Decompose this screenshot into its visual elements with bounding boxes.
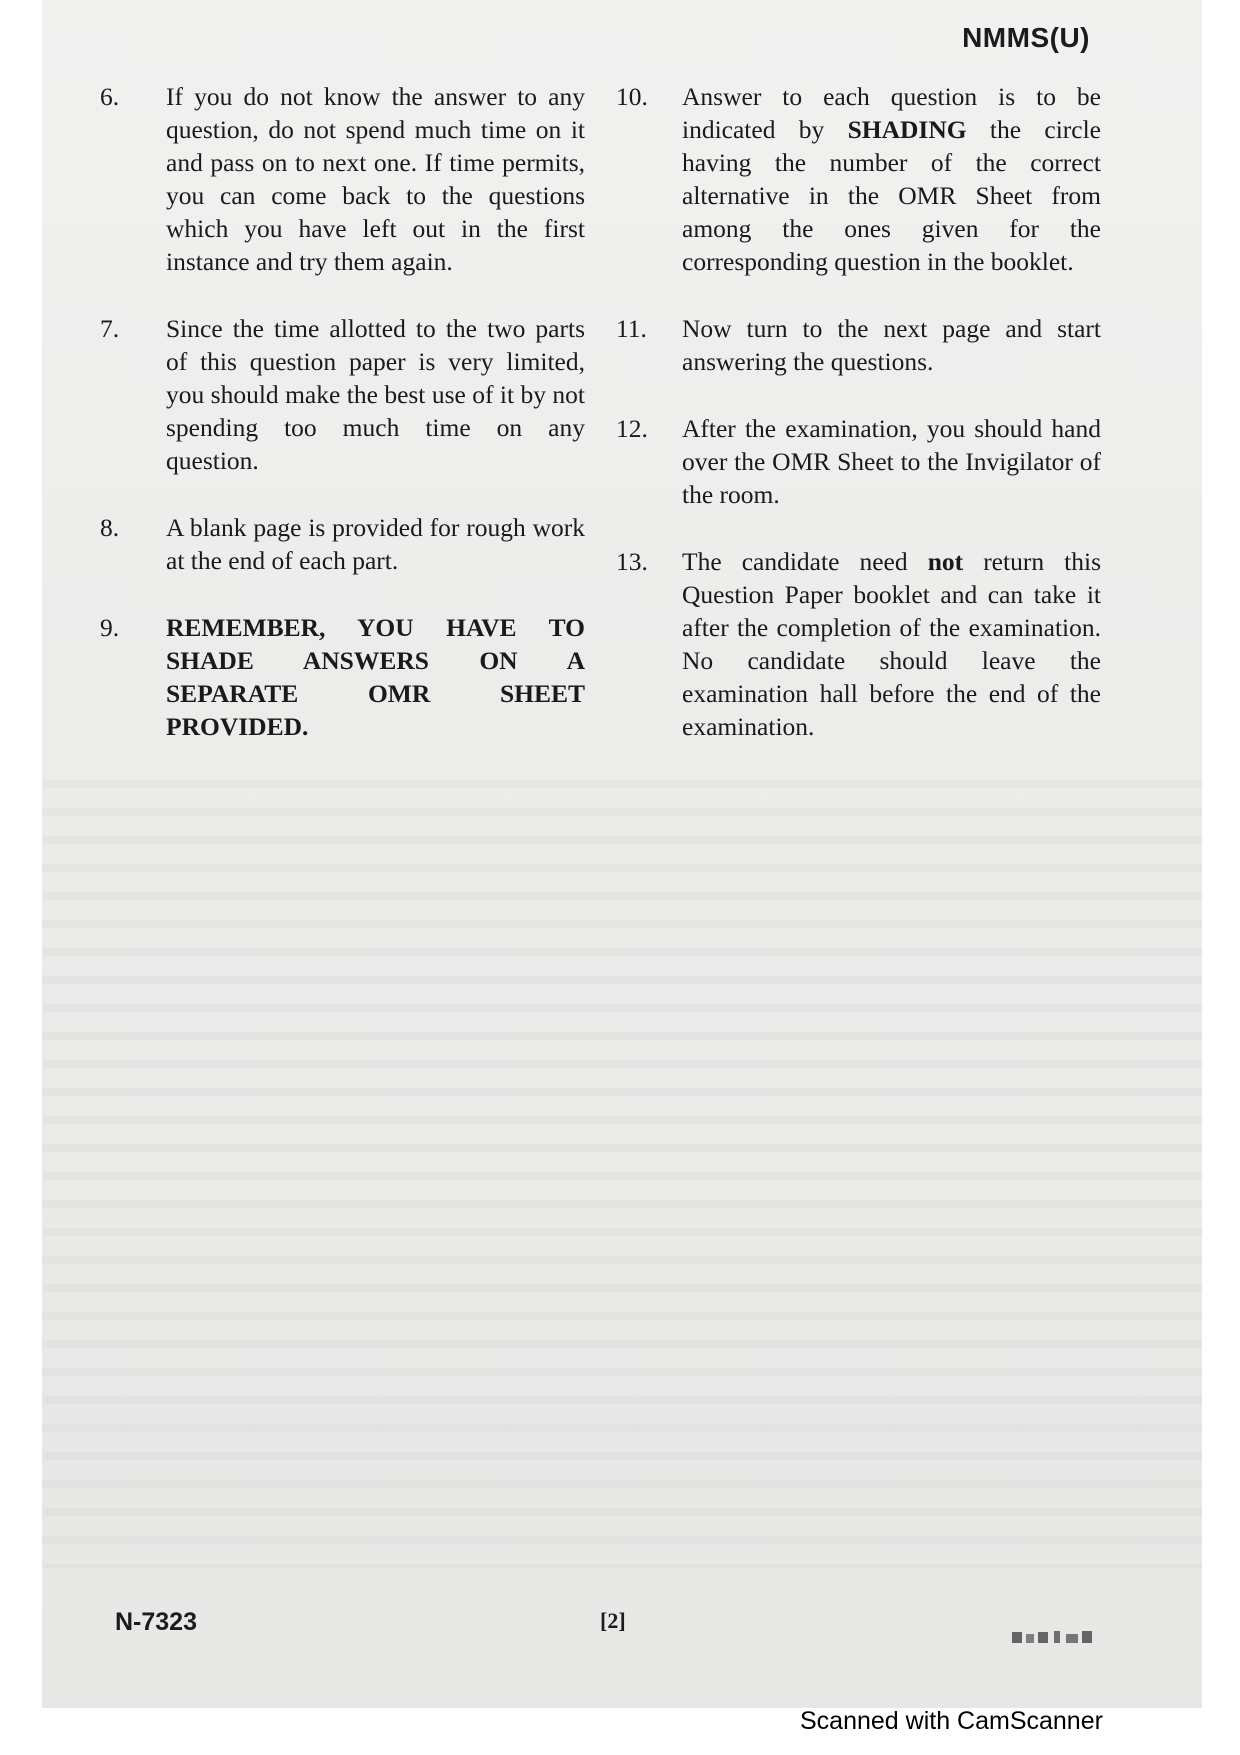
instruction-number: 10. (616, 82, 648, 111)
scanner-watermark: Scanned with CamScanner (800, 1707, 1103, 1735)
page-number: [2] (600, 1608, 626, 1633)
instruction-text-bold: SHADING (847, 115, 967, 144)
instruction-text: After the examination, you should hand over the OMR Sheet to the Invigilator of the room. (682, 414, 1101, 509)
instruction-text: A blank page is provided for rough work at the end of each part. (166, 513, 585, 575)
instruction-13 (616, 545, 1101, 743)
instruction-number: 7. (100, 314, 120, 343)
instruction-text-bold: not (927, 547, 964, 576)
instruction-text: Since the time allotted to the two parts of this question paper is very limited, you should make the best use of it by not spending too much time on any question. (166, 314, 585, 475)
instruction-text: Now turn to the next page and start answering the questions. (682, 314, 1101, 376)
instruction-text-part: The candidate need (682, 547, 928, 576)
instruction-8 (100, 511, 585, 577)
instruction-12 (616, 412, 1101, 511)
instruction-7 (100, 312, 585, 477)
instruction-text-part: Answer to each question is to be indicated by (682, 82, 1101, 144)
instruction-number: 9. (100, 613, 120, 642)
instruction-text-emphasis: REMEMBER, YOU HAVE TO SHADE ANSWERS ON A SEPARATE OMR SHEET PROVIDED. (166, 613, 585, 741)
instruction-6 (100, 80, 585, 278)
instruction-text (682, 545, 1101, 743)
smudged-print-mark (1010, 1628, 1100, 1646)
bleed-through-text (42, 760, 1202, 1568)
instruction-number: 13. (616, 547, 648, 576)
instruction-11 (616, 312, 1101, 378)
exam-code-header: NMMS(U) (962, 22, 1090, 53)
instruction-text (682, 80, 1101, 278)
booklet-code: N-7323 (115, 1608, 197, 1636)
instruction-number: 6. (100, 82, 120, 111)
instruction-10 (616, 80, 1101, 278)
instruction-9 (100, 611, 585, 743)
instruction-text-part: the circle having the number of the correct alternative in the OMR Sheet from among the ones given for the corresponding question in the booklet. (682, 115, 1101, 276)
instructions-right-column (616, 80, 1101, 777)
instructions-left-column (100, 80, 585, 777)
instruction-number: 11. (616, 314, 647, 343)
instruction-number: 8. (100, 513, 120, 542)
instruction-text-part: return this Question Paper booklet and can take it after the completion of the examination. No candidate should leave the examination hall before the end of the examination. (682, 547, 1101, 741)
instruction-number: 12. (616, 414, 648, 443)
instruction-text: If you do not know the answer to any question, do not spend much time on it and pass on to next one. If time permits, you can come back to the questions which you have left out in the first instance and try them again. (166, 82, 585, 276)
